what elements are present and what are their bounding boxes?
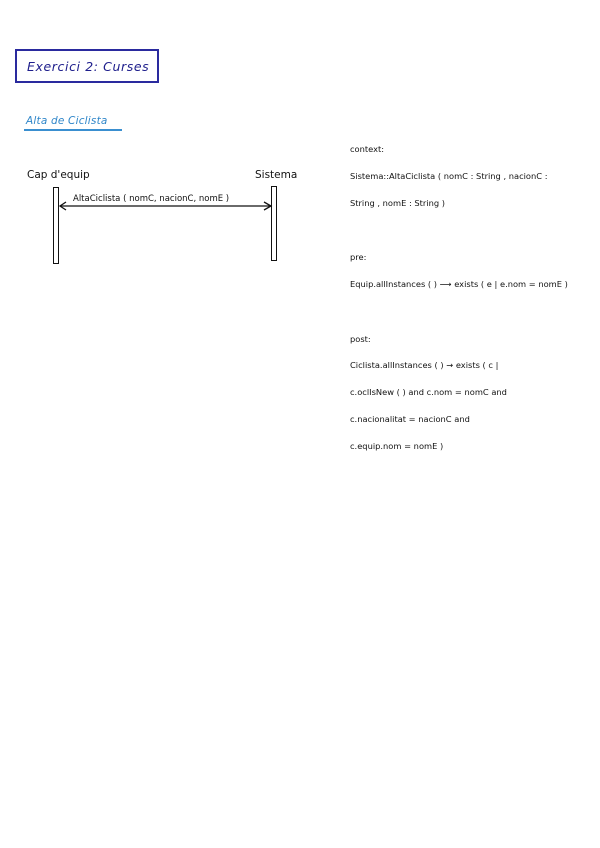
- context-label: context:: [350, 144, 385, 154]
- post-line-1: Ciclista.allInstances ( ) → exists ( c |: [350, 360, 499, 370]
- context-line-1: Sistema::AltaCiclista ( nomC : String , nacionC :: [350, 171, 548, 181]
- pre-line-1: Equip.allInstances ( ) ⟶ exists ( e | e.nom = nomE ): [350, 279, 568, 289]
- post-line-3: c.nacionalitat = nacionC and: [350, 414, 470, 424]
- exercise-title: Exercici 2: Curses: [27, 59, 150, 74]
- context-line-2: String , nomE : String ): [350, 198, 446, 208]
- post-line-4: c.equip.nom = nomE ): [350, 441, 444, 451]
- section-title: Alta de Ciclista: [26, 115, 108, 127]
- message-label: AltaCiclista ( nomC, nacionC, nomE ): [73, 194, 230, 204]
- post-label: post:: [350, 334, 371, 344]
- post-line-2: c.oclIsNew ( ) and c.nom = nomC and: [350, 387, 507, 397]
- actor-cap-equip: Cap d'equip: [27, 169, 90, 181]
- pre-label: pre:: [350, 252, 367, 262]
- actor-sistema: Sistema: [255, 169, 298, 181]
